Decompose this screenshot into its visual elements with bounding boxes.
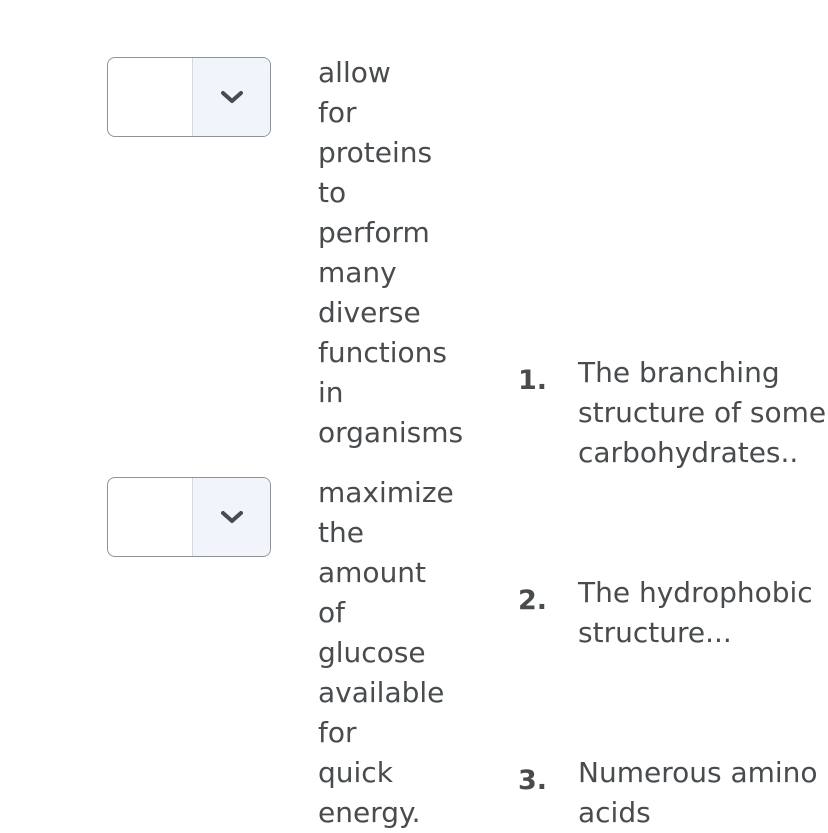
match-select-1-toggle[interactable] xyxy=(192,58,270,136)
choice-2-number: 2. xyxy=(518,585,548,616)
chevron-down-icon xyxy=(219,89,245,105)
match-select-2-value xyxy=(108,478,192,556)
choice-3-text: Numerous amino acids xyxy=(578,756,818,829)
match-select-1[interactable] xyxy=(107,57,271,137)
choice-1-text: The branching structure of some carbohydrates.. xyxy=(578,356,827,469)
chevron-down-icon xyxy=(219,509,245,525)
choice-2-text: The hydrophobic structure... xyxy=(578,576,813,649)
match-select-2-toggle[interactable] xyxy=(192,478,270,556)
choice-3-number: 3. xyxy=(518,765,548,796)
premise-2: maximize the amount of glucose available for quick energy. xyxy=(318,476,454,829)
match-select-2[interactable] xyxy=(107,477,271,557)
premise-1: allow for proteins to perform many diverse functions in organisms xyxy=(318,56,464,449)
choice-1-number: 1. xyxy=(518,365,548,396)
match-select-1-value xyxy=(108,58,192,136)
